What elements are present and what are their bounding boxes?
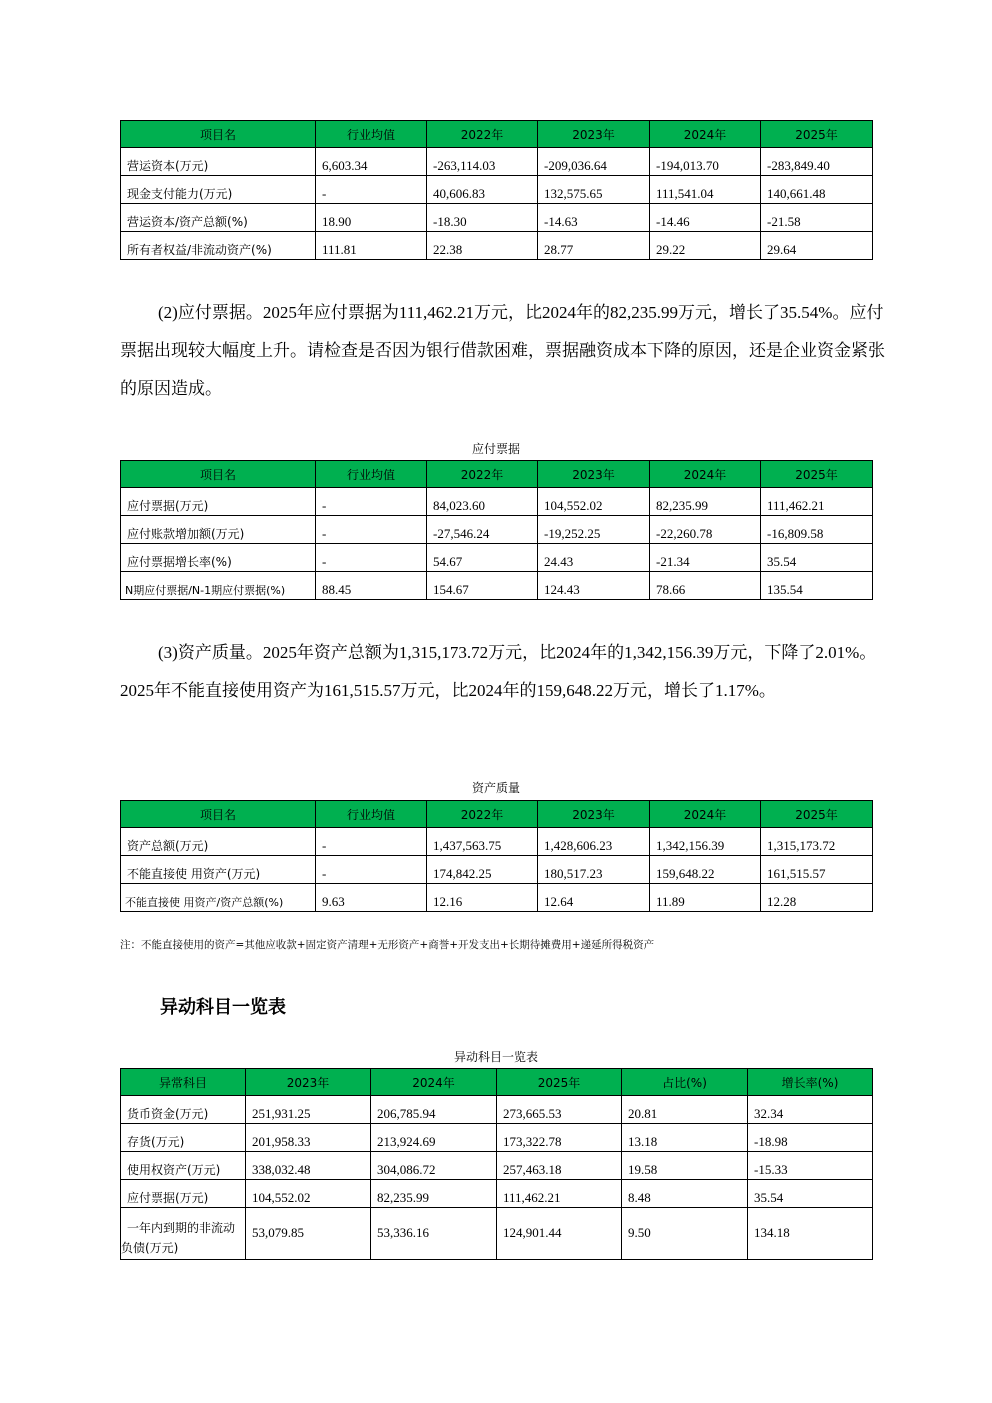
table-cell: 24.43	[538, 544, 650, 572]
table-cell: 124.43	[538, 572, 650, 600]
table-cell: 82,235.99	[371, 1180, 497, 1208]
row-label: 不能直接使 用资产/资产总额(%)	[121, 884, 316, 912]
table-cell: -22,260.78	[650, 516, 761, 544]
table-cell: 132,575.65	[538, 176, 650, 204]
table-row	[121, 148, 873, 176]
table-cell: -	[316, 176, 427, 204]
header-cell: 2024年	[650, 801, 761, 828]
table-row	[121, 1208, 873, 1260]
table-cell: -19,252.25	[538, 516, 650, 544]
table-cell: 1,428,606.23	[538, 828, 650, 856]
header-cell: 2022年	[427, 121, 538, 148]
table-cell: 35.54	[748, 1180, 873, 1208]
header-cell: 2023年	[246, 1069, 371, 1096]
table-cell: 134.18	[748, 1208, 873, 1260]
table-cell: 9.63	[316, 884, 427, 912]
table-cell: 174,842.25	[427, 856, 538, 884]
row-label: 应付账款增加额(万元)	[121, 516, 316, 544]
asset-quality-table	[120, 800, 873, 912]
table-cell: 111,541.04	[650, 176, 761, 204]
row-label: 资产总额(万元)	[121, 828, 316, 856]
table-cell: 29.64	[761, 232, 873, 260]
abnormal-items-caption: 异动科目一览表	[453, 1050, 538, 1064]
table-cell: 257,463.18	[497, 1152, 622, 1180]
table-cell: 1,437,563.75	[427, 828, 538, 856]
table-row	[121, 232, 873, 260]
table-cell: 9.50	[622, 1208, 748, 1260]
table-cell: 8.48	[622, 1180, 748, 1208]
table-row	[121, 516, 873, 544]
header-cell: 2023年	[538, 461, 650, 488]
table-cell: 338,032.48	[246, 1152, 371, 1180]
working-capital-table	[120, 120, 873, 260]
table-cell: 54.67	[427, 544, 538, 572]
row-label: 营运资本/资产总额(%)	[121, 204, 316, 232]
table-cell: 140,661.48	[761, 176, 873, 204]
row-label: 不能直接使 用资产(万元)	[121, 856, 316, 884]
table-cell: 104,552.02	[538, 488, 650, 516]
header-cell: 2025年	[761, 801, 873, 828]
table-cell: 28.77	[538, 232, 650, 260]
table-cell: 154.67	[427, 572, 538, 600]
header-cell: 2024年	[650, 461, 761, 488]
table-cell: -18.98	[748, 1124, 873, 1152]
table-row	[121, 544, 873, 572]
table-cell: 82,235.99	[650, 488, 761, 516]
table-cell: -	[316, 516, 427, 544]
table-row	[121, 884, 873, 912]
table-cell: -18.30	[427, 204, 538, 232]
table-cell: -194,013.70	[650, 148, 761, 176]
table-row	[121, 204, 873, 232]
table-cell: 251,931.25	[246, 1096, 371, 1124]
table-cell: 111,462.21	[761, 488, 873, 516]
table-cell: 32.34	[748, 1096, 873, 1124]
abnormal-items-table	[120, 1068, 873, 1260]
table-cell: 6,603.34	[316, 148, 427, 176]
header-cell: 异常科目	[121, 1069, 246, 1096]
table-cell: -27,546.24	[427, 516, 538, 544]
footnote: 注：不能直接使用的资产=其他应收款+固定资产清理+无形资产+商誉+开发支出+长期待摊费用+递延所得税资产	[120, 939, 655, 951]
table-cell: -21.34	[650, 544, 761, 572]
row-label: 存货(万元)	[121, 1124, 246, 1152]
header-cell: 行业均值	[316, 461, 427, 488]
table-header-row	[121, 121, 873, 148]
table-cell: 19.58	[622, 1152, 748, 1180]
table-cell: 84,023.60	[427, 488, 538, 516]
table-header-row	[121, 801, 873, 828]
table-cell: -	[316, 856, 427, 884]
table-row	[121, 572, 873, 600]
table-cell: -	[316, 488, 427, 516]
asset-quality-paragraph: (3)资产质量。2025年资产总额为1,315,173.72万元，比2024年的1,342,156.39万元，下降了2.01%。2025年不能直接使用资产为161,515.57万元，比2024年的159,648.22万元，增长了1.17%。	[120, 643, 877, 700]
table-cell: -263,114.03	[427, 148, 538, 176]
table-cell: 304,086.72	[371, 1152, 497, 1180]
table-cell: 20.81	[622, 1096, 748, 1124]
table-cell: -16,809.58	[761, 516, 873, 544]
table-cell: 180,517.23	[538, 856, 650, 884]
header-cell: 2025年	[497, 1069, 622, 1096]
table-cell: 40,606.83	[427, 176, 538, 204]
row-label: 所有者权益/非流动资产(%)	[121, 232, 316, 260]
table-cell: 124,901.44	[497, 1208, 622, 1260]
table-cell: 201,958.33	[246, 1124, 371, 1152]
table-cell: 78.66	[650, 572, 761, 600]
header-cell: 项目名	[121, 801, 316, 828]
notes-payable-paragraph: (2)应付票据。2025年应付票据为111,462.21万元，比2024年的82,235.99万元，增长了35.54%。应付票据出现较大幅度上升。请检查是否因为银行借款困难，票据融资成本下降的原因，还是企业资金紧张的原因造成。	[120, 303, 885, 398]
table-cell: 135.54	[761, 572, 873, 600]
table-cell: 35.54	[761, 544, 873, 572]
section-heading: 异动科目一览表	[160, 997, 286, 1018]
table-cell: 12.28	[761, 884, 873, 912]
row-label: N期应付票据/N-1期应付票据(%)	[121, 572, 316, 600]
row-label: 一年内到期的非流动负债(万元)	[121, 1208, 246, 1260]
header-cell: 2025年	[761, 121, 873, 148]
table-header-row	[121, 1069, 873, 1096]
table-cell: 213,924.69	[371, 1124, 497, 1152]
row-label: 应付票据(万元)	[121, 488, 316, 516]
table-cell: 29.22	[650, 232, 761, 260]
table-cell: 1,315,173.72	[761, 828, 873, 856]
table-cell: -14.63	[538, 204, 650, 232]
table-cell: 22.38	[427, 232, 538, 260]
notes-payable-caption: 应付票据	[471, 442, 520, 456]
row-label: 现金支付能力(万元)	[121, 176, 316, 204]
table-cell: 12.64	[538, 884, 650, 912]
table-cell: 53,079.85	[246, 1208, 371, 1260]
header-cell: 增长率(%)	[748, 1069, 873, 1096]
row-label: 营运资本(万元)	[121, 148, 316, 176]
table-row	[121, 1180, 873, 1208]
table-row	[121, 856, 873, 884]
table-row	[121, 828, 873, 856]
table-row	[121, 1096, 873, 1124]
header-cell: 项目名	[121, 121, 316, 148]
table-cell: -21.58	[761, 204, 873, 232]
table-cell: 206,785.94	[371, 1096, 497, 1124]
asset-quality-caption: 资产质量	[471, 781, 520, 795]
table-cell: 13.18	[622, 1124, 748, 1152]
notes-payable-table	[120, 460, 873, 600]
table-cell: 11.89	[650, 884, 761, 912]
row-label: 应付票据增长率(%)	[121, 544, 316, 572]
table-row	[121, 1152, 873, 1180]
table-header-row	[121, 461, 873, 488]
table-cell: 161,515.57	[761, 856, 873, 884]
header-cell: 行业均值	[316, 121, 427, 148]
header-cell: 2024年	[371, 1069, 497, 1096]
header-cell: 2025年	[761, 461, 873, 488]
table-cell: 18.90	[316, 204, 427, 232]
table-cell: 12.16	[427, 884, 538, 912]
table-cell: 159,648.22	[650, 856, 761, 884]
row-label: 使用权资产(万元)	[121, 1152, 246, 1180]
table-cell: 173,322.78	[497, 1124, 622, 1152]
table-row	[121, 1124, 873, 1152]
table-cell: -15.33	[748, 1152, 873, 1180]
table-cell: -	[316, 828, 427, 856]
table-cell: 1,342,156.39	[650, 828, 761, 856]
table-cell: 104,552.02	[246, 1180, 371, 1208]
header-cell: 占比(%)	[622, 1069, 748, 1096]
table-cell: -	[316, 544, 427, 572]
table-cell: -209,036.64	[538, 148, 650, 176]
header-cell: 2022年	[427, 461, 538, 488]
table-row	[121, 488, 873, 516]
header-cell: 行业均值	[316, 801, 427, 828]
table-cell: 273,665.53	[497, 1096, 622, 1124]
row-label: 应付票据(万元)	[121, 1180, 246, 1208]
table-cell: -283,849.40	[761, 148, 873, 176]
table-cell: 111.81	[316, 232, 427, 260]
table-cell: -14.46	[650, 204, 761, 232]
header-cell: 2023年	[538, 801, 650, 828]
table-cell: 88.45	[316, 572, 427, 600]
row-label: 货币资金(万元)	[121, 1096, 246, 1124]
table-row	[121, 176, 873, 204]
header-cell: 2022年	[427, 801, 538, 828]
table-cell: 111,462.21	[497, 1180, 622, 1208]
header-cell: 2023年	[538, 121, 650, 148]
table-cell: 53,336.16	[371, 1208, 497, 1260]
header-cell: 项目名	[121, 461, 316, 488]
header-cell: 2024年	[650, 121, 761, 148]
